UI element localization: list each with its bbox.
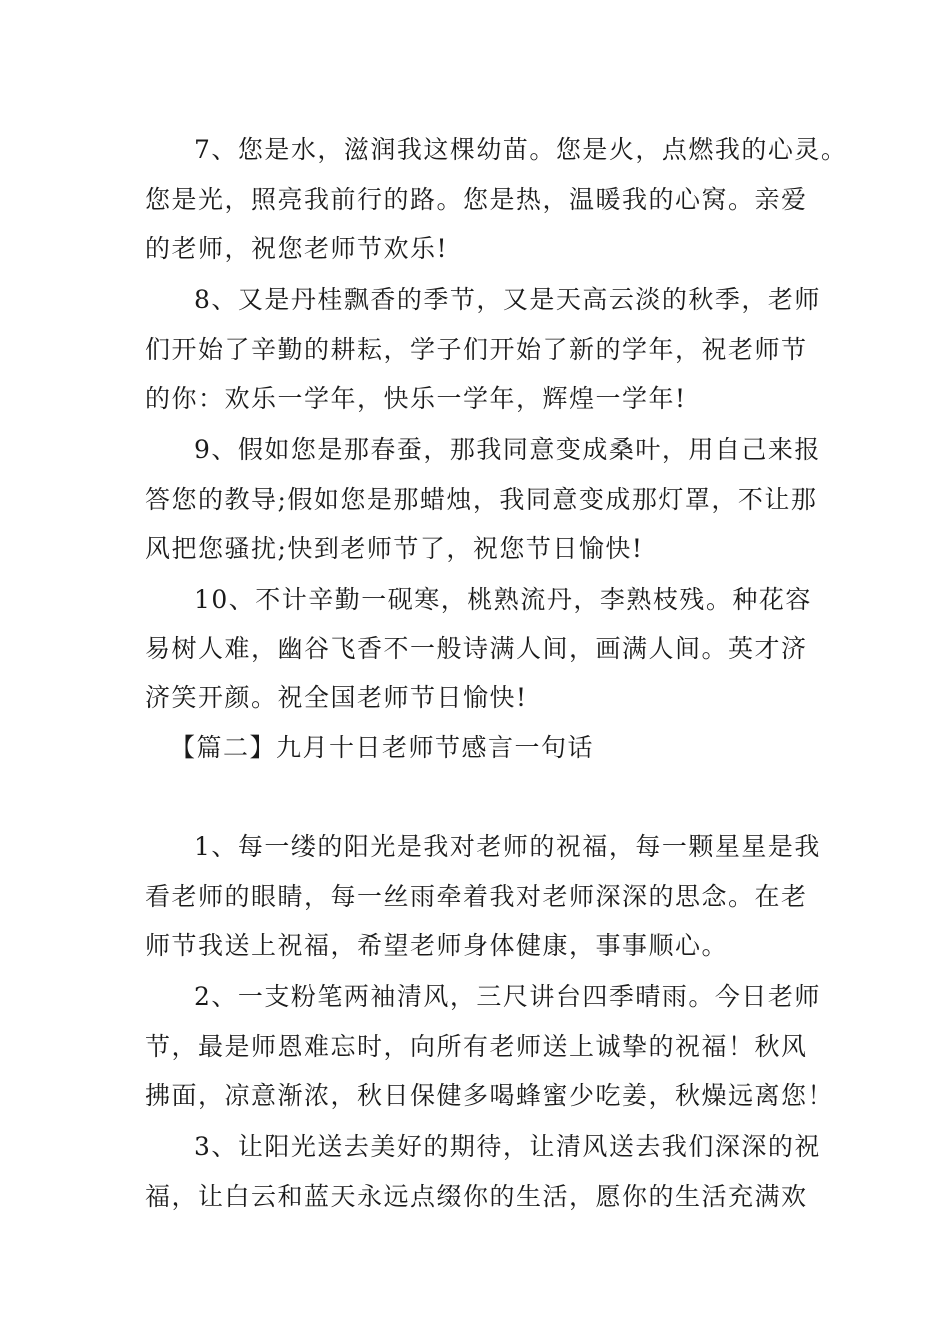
- section-heading: 【篇二】九月十日老师节感言一句话: [170, 733, 595, 762]
- item-9-line-3: 风把您骚扰;快到老师节了，祝您节日愉快!: [145, 534, 644, 563]
- item-8-line-3: 的你：欢乐一学年，快乐一学年，辉煌一学年!: [145, 384, 687, 413]
- s2-item-1-line-1: 1、每一缕的阳光是我对老师的祝福，每一颗星星是我: [194, 832, 821, 861]
- item-9-line-2: 答您的教导;假如您是那蜡烛，我同意变成那灯罩，不让那: [145, 485, 818, 514]
- item-7-line-3: 的老师，祝您老师节欢乐!: [145, 234, 449, 263]
- item-7-line-2: 您是光，照亮我前行的路。您是热，温暖我的心窝。亲爱: [145, 185, 808, 214]
- s2-item-2-line-2: 节，最是师恩难忘时，向所有老师送上诚挚的祝福！秋风: [145, 1032, 808, 1061]
- s2-item-1-line-2: 看老师的眼睛，每一丝雨牵着我对老师深深的思念。在老: [145, 882, 808, 911]
- item-8-line-1: 8、又是丹桂飘香的季节，又是天高云淡的秋季，老师: [194, 285, 821, 314]
- item-8-line-2: 们开始了辛勤的耕耘，学子们开始了新的学年，祝老师节: [145, 335, 808, 364]
- s2-item-3-line-2: 福，让白云和蓝天永远点缀你的生活，愿你的生活充满欢: [145, 1182, 808, 1211]
- s2-item-1-line-3: 师节我送上祝福，希望老师身体健康，事事顺心。: [145, 931, 729, 960]
- item-7-line-1: 7、您是水，滋润我这棵幼苗。您是火，点燃我的心灵。: [194, 135, 848, 164]
- s2-item-2-line-3: 拂面，凉意渐浓，秋日保健多喝蜂蜜少吃姜，秋燥远离您！: [145, 1081, 835, 1110]
- s2-item-2-line-1: 2、一支粉笔两袖清风，三尺讲台四季晴雨。今日老师: [194, 982, 821, 1011]
- item-10-line-1: 10、不计辛勤一砚寒，桃熟流丹，李熟枝残。种花容: [194, 585, 812, 614]
- item-10-line-3: 济笑开颜。祝全国老师节日愉快!: [145, 683, 528, 712]
- s2-item-3-line-1: 3、让阳光送去美好的期待，让清风送去我们深深的祝: [194, 1132, 821, 1161]
- item-10-line-2: 易树人难，幽谷飞香不一般诗满人间，画满人间。英才济: [145, 634, 808, 663]
- item-9-line-1: 9、假如您是那春蚕，那我同意变成桑叶，用自己来报: [194, 435, 821, 464]
